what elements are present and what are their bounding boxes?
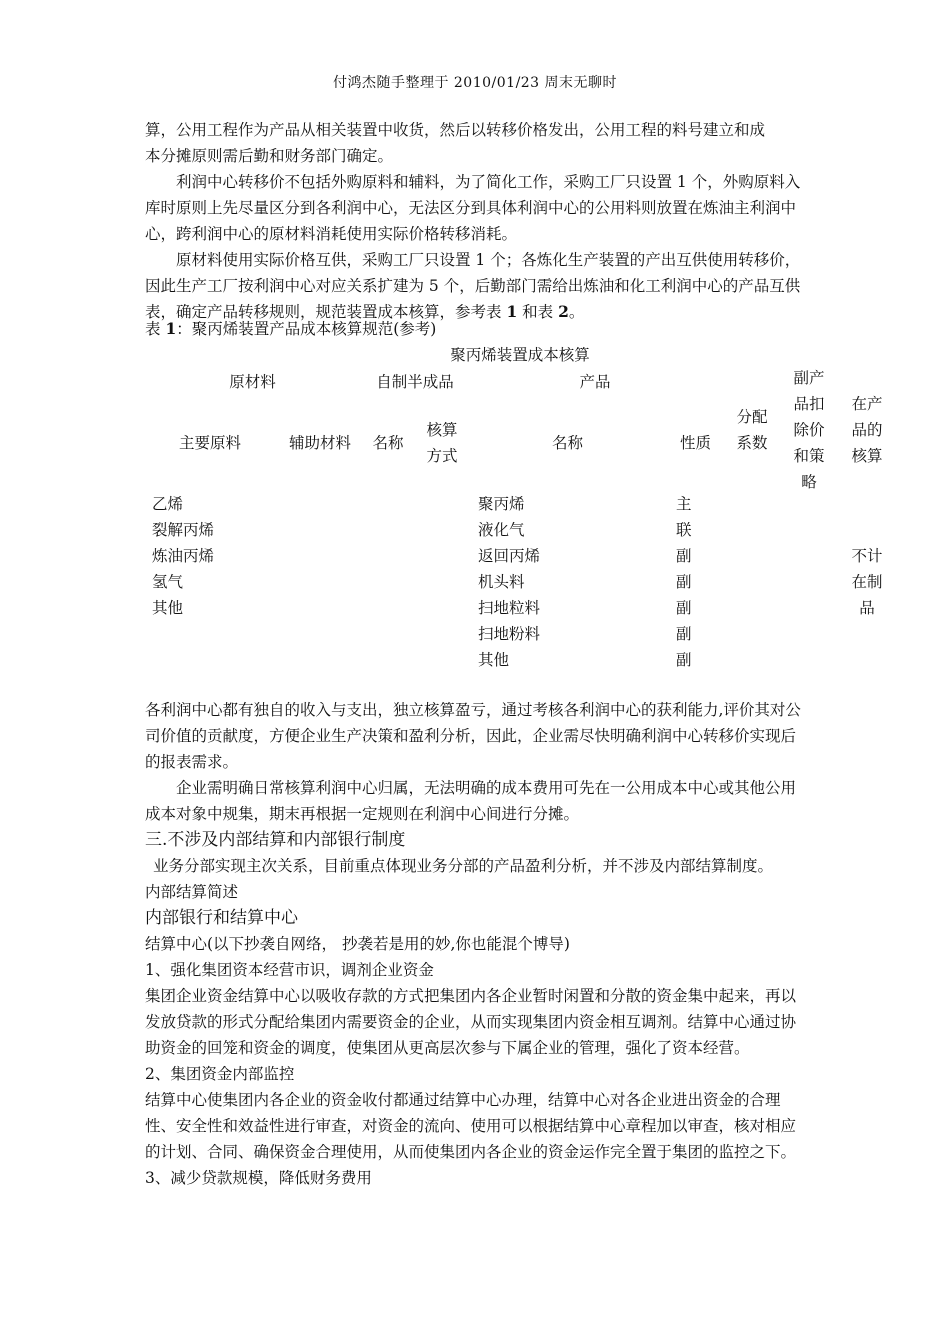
paragraph-7: 结算中心(以下抄袭自网络， 抄袭若是用的妙,你也能混个博导) [145, 935, 570, 953]
product-name: 机头料 [478, 573, 525, 591]
list-item-1: 1、强化集团资本经营市识，调剂企业资金 [145, 961, 434, 979]
paragraph-6: 业务分部实现主次关系，目前重点体现业务分部的产品盈利分析，并不涉及内部结算制度。 [153, 857, 774, 875]
product-name: 其他 [478, 651, 510, 669]
table-caption-prefix: 表 [145, 320, 166, 338]
paragraph-4: 各利润中心都有独自的收入与支出，独立核算盈亏，通过考核各利润中心的获利能力,评价其对公司价值的贡献度，方便企业生产决策和盈利分析，因此，企业需尽快明确利润中心转移价实现后的报表需求。 [145, 701, 801, 771]
col-byproduct-strategy: 副产品扣除价和策略 [793, 369, 825, 491]
paragraph-3-text: 原材料使用实际价格互供，采购工厂只设置 1 个；各炼化生产装置的产出互供使用转移价，因此生产工厂按利润中心对应关系扩建为 5 个，后勤部门需给出炼油和化工利润中心的产品互供表，确定产品转移规则，规范装置成本核算，参考表 [145, 251, 801, 321]
raw-material-row: 其他 [152, 599, 184, 617]
paragraph-9: 结算中心使集团内各企业的资金收付都通过结算中心办理，结算中心对各企业进出资金的合理性、安全性和效益性进行审查，对资金的流向、使用可以根据结算中心章程加以审查，核对相应的计划、合同、确保资金合理使用，从而使集团内各企业的资金运作完全置于集团的监控之下。 [145, 1091, 797, 1161]
group-header-raw: 原材料 [229, 373, 276, 391]
page-header: 付鸿杰随手整理于 2010/01/23 周末无聊时 [332, 75, 618, 91]
product-nature: 联 [676, 521, 692, 539]
product-name: 扫地粉料 [478, 625, 541, 643]
paragraph-5: 企业需明确日常核算利润中心归属，无法明确的成本费用可先在一公用成本中心或其他公用成本对象中规集，期末再根据一定规则在利润中心间进行分摊。 [145, 779, 797, 823]
group-header-product: 产品 [579, 373, 611, 391]
product-nature: 副 [676, 547, 692, 565]
paragraph-8: 集团企业资金结算中心以吸收存款的方式把集团内各企业暂时闲置和分散的资金集中起来，再以发放贷款的形式分配给集团内需要资金的企业，从而实现集团内资金相互调剂。结算中心通过协助资金的回笼和资金的调度，使集团从更高层次参与下属企业的管理，强化了资本经营。 [145, 987, 797, 1057]
product-nature: 副 [676, 599, 692, 617]
product-name: 液化气 [478, 521, 525, 539]
list-item-3: 3、减少贷款规模，降低财务费用 [145, 1169, 372, 1187]
col-product-name: 名称 [551, 434, 583, 452]
table-caption-text: ：聚丙烯装置产品成本核算规范(参考) [176, 320, 437, 338]
paragraph-1-line-1: 算，公用工程作为产品从相关装置中收货，然后以转移价格发出，公用工程的料号建立和成 [145, 121, 766, 139]
table-title: 聚丙烯装置成本核算 [450, 346, 590, 364]
raw-material-row: 裂解丙烯 [152, 521, 215, 539]
group-header-semi: 自制半成品 [376, 373, 454, 391]
product-nature: 副 [676, 573, 692, 591]
heading-internal-bank: 内部银行和结算中心 [145, 908, 298, 928]
heading-internal-settlement: 内部结算简述 [145, 883, 239, 901]
product-name: 返回丙烯 [478, 547, 541, 565]
list-item-2: 2、集团资金内部监控 [145, 1065, 295, 1083]
table-caption-number: 1 [165, 319, 177, 338]
paragraph-3-end: 。 [568, 303, 585, 321]
product-nature: 副 [676, 651, 692, 669]
product-nature: 主 [676, 495, 692, 513]
col-method: 核算方式 [426, 421, 458, 465]
section-heading-3: 三.不涉及内部结算和内部银行制度 [145, 830, 406, 850]
col-semi-name: 名称 [372, 434, 404, 452]
col-nature: 性质 [679, 434, 711, 452]
wip-note: 不计在制品 [851, 547, 883, 617]
paragraph-3-and: 和表 [517, 303, 559, 321]
paragraph-1-line-2: 本分摊原则需后勤和财务部门确定。 [145, 147, 394, 165]
table-ref-1: 1 [506, 302, 518, 321]
col-aux-material: 辅助材料 [288, 434, 351, 452]
raw-material-row: 乙烯 [152, 495, 184, 513]
col-alloc-factor: 分配系数 [736, 408, 768, 452]
product-name: 扫地粒料 [478, 599, 541, 617]
raw-material-row: 炼油丙烯 [152, 547, 215, 565]
table-ref-2: 2 [558, 302, 569, 321]
intro-block [145, 117, 810, 325]
product-nature: 副 [676, 625, 692, 643]
col-main-raw: 主要原料 [178, 434, 241, 452]
product-name: 聚丙烯 [478, 495, 525, 513]
paragraph-3 [145, 247, 810, 325]
main-body [145, 697, 810, 1191]
table-caption [145, 317, 436, 339]
paragraph-2: 利润中心转移价不包括外购原料和辅料，为了简化工作，采购工厂只设置 1 个，外购原料入库时原则上先尽量区分到各利润中心，无法区分到具体利润中心的公用料则放置在炼油主利润中心，跨利润中心的原材料消耗使用实际价格转移消耗。 [145, 173, 801, 243]
raw-material-row: 氢气 [152, 573, 184, 591]
col-wip: 在产品的核算 [851, 395, 883, 465]
